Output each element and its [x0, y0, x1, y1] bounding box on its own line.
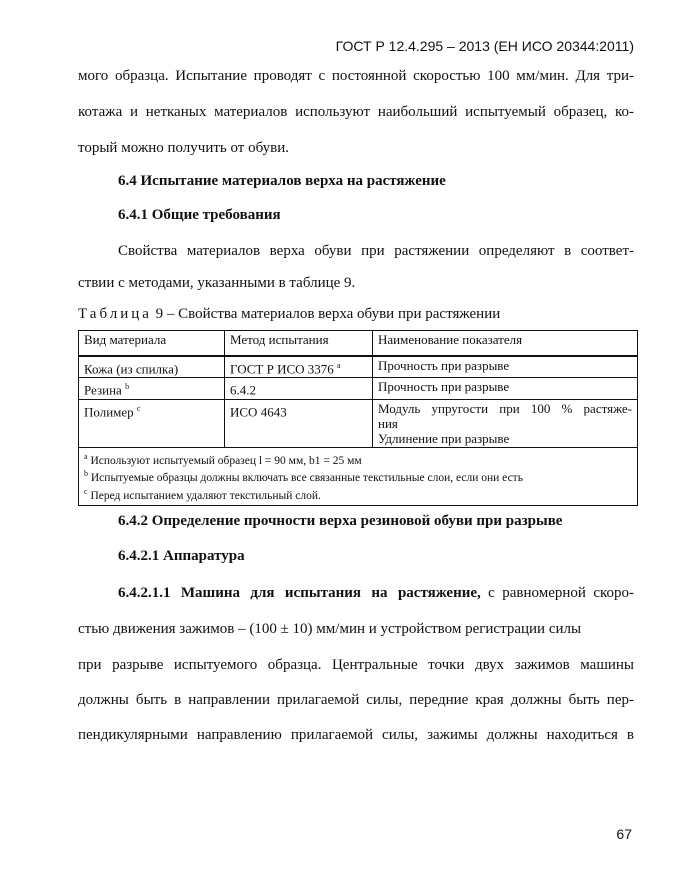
para-line-4: должны быть в направлении прилагаемой силы, передние края должны быть пер-	[78, 692, 634, 708]
para-6-4-1-line-1: Свойства материалов верха обуви при растяжении определяют в соответ-	[118, 243, 634, 259]
table-notes	[79, 447, 638, 505]
cell-method: ИСО 4643	[225, 399, 373, 447]
para-line-5: пендикулярными направлению прилагаемой силы, зажимы должны находиться в	[78, 727, 634, 743]
machine-term: 6.4.2.1.1 Машина для испытания на растяжение,	[118, 585, 481, 601]
cell-material: Кожа (из спилка)	[79, 356, 225, 378]
para-6-4-1-line-2: ствии с методами, указанными в таблице 9.	[78, 275, 356, 291]
table-caption-text: 9 – Свойства материалов верха обуви при растяжении	[151, 306, 501, 322]
page-number: 67	[616, 826, 632, 842]
table-caption-word: Таблица	[78, 306, 152, 322]
cell-property: Прочность при разрыве	[373, 378, 638, 399]
cell-method: ГОСТ Р ИСО 3376 $^а$	[225, 356, 373, 378]
table-row	[79, 356, 638, 378]
cell-property: Модуль упругости при 100 % растяже-ния Удлинение при разрыве	[373, 399, 638, 447]
section-heading-6-4-1: 6.4.1 Общие требования	[118, 207, 281, 223]
para-line-3: при разрыве испытуемого образца. Центральные точки двух зажимов машины	[78, 657, 634, 673]
cell-material: Полимер $^c$	[79, 399, 225, 447]
materials-table	[78, 330, 638, 506]
document-header: ГОСТ Р 12.4.295 – 2013 (ЕН ИСО 20344:2011)	[335, 38, 634, 54]
table-note: $^b$ Испытуемые образцы должны включать все связанные текстильные слои, если они есть	[84, 469, 523, 485]
cell-material: Резина $^b$	[79, 378, 225, 399]
table-note: $^a$ Используют испытуемый образец l = 90 мм, b1 = 25 мм	[84, 451, 362, 467]
cell-method: 6.4.2	[225, 378, 373, 399]
table-row	[79, 399, 638, 447]
para-6-4-2-1-1-line-1: 6.4.2.1.1 Машина для испытания на растяжение, с равномерной скоро-	[118, 585, 634, 601]
section-heading-6-4: 6.4 Испытание материалов верха на растяжение	[118, 173, 446, 189]
table-row	[79, 378, 638, 399]
cell-property: Прочность при разрыве	[373, 356, 638, 378]
table-notes-row	[79, 447, 638, 505]
table-note: $^c$ Перед испытанием удаляют текстильный слой.	[84, 487, 321, 503]
intro-line-3: торый можно получить от обуви.	[78, 140, 290, 156]
header-property: Наименование показателя	[373, 331, 638, 357]
intro-line-2: котажа и нетканых материалов используют наибольший испытуемый образец, ко-	[78, 104, 634, 120]
table-header-row	[79, 331, 638, 357]
intro-line-1: мого образца. Испытание проводят с постоянной скоростью 100 мм/мин. Для три-	[78, 68, 634, 84]
section-heading-6-4-2: 6.4.2 Определение прочности верха резиновой обуви при разрыве	[118, 513, 563, 529]
para-line-2: стью движения зажимов – (100 ± 10) мм/мин и устройством регистрации силы	[78, 621, 582, 637]
section-heading-6-4-2-1: 6.4.2.1 Аппаратура	[118, 548, 245, 564]
header-material: Вид материала	[79, 331, 225, 357]
header-method: Метод испытания	[225, 331, 373, 357]
table-caption	[78, 306, 500, 323]
